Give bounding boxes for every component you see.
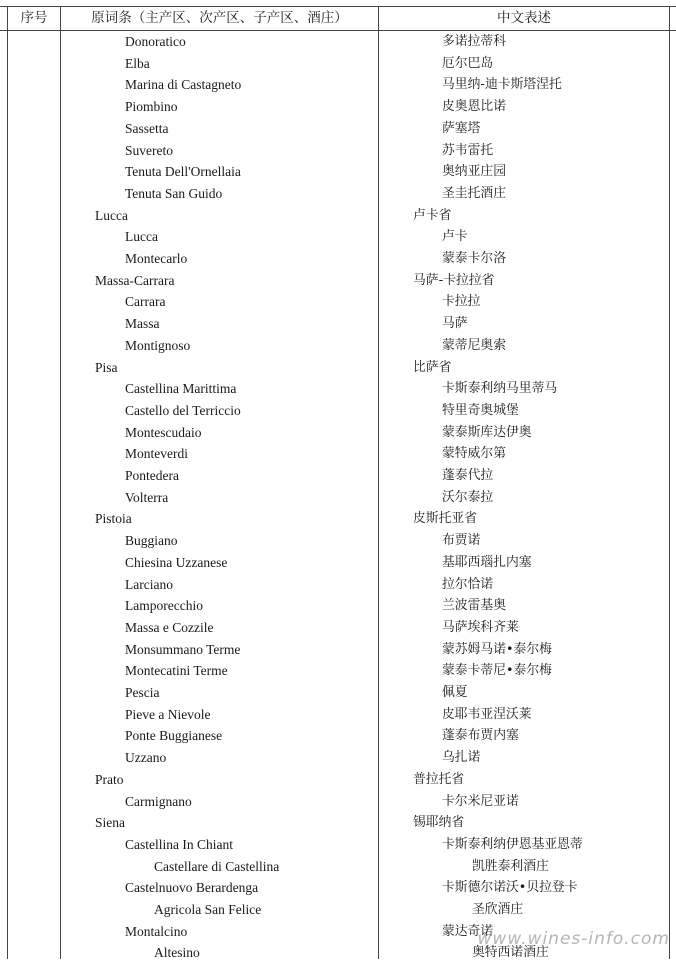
table-row	[0, 877, 676, 899]
chinese-term: 卡拉拉	[442, 294, 481, 310]
table-row	[0, 899, 676, 921]
chinese-term: 兰波雷基奥	[442, 598, 506, 614]
original-term: Altesino	[154, 945, 200, 961]
chinese-term: 圣圭托酒庄	[442, 185, 506, 201]
chinese-term: 比萨省	[413, 359, 452, 375]
original-term: Lamporecchio	[125, 598, 203, 614]
table-row	[0, 161, 676, 183]
original-term: Monteverdi	[125, 446, 188, 462]
header-chinese: 中文表述	[497, 10, 551, 26]
chinese-term: 蒙泰斯库达伊奥	[442, 424, 532, 440]
original-term: Suvereto	[125, 142, 173, 158]
original-term: Pieve a Nievole	[125, 706, 211, 722]
original-term: Montecatini Terme	[125, 663, 228, 679]
table-row	[0, 617, 676, 639]
original-term: Carmignano	[125, 793, 192, 809]
original-term: Siena	[95, 815, 125, 831]
original-term: Prato	[95, 771, 124, 787]
chinese-term: 乌扎诺	[442, 750, 481, 766]
original-term: Ponte Buggianese	[125, 728, 223, 744]
table-row	[0, 248, 676, 270]
table-row	[0, 791, 676, 813]
table-row	[0, 357, 676, 379]
table-row	[0, 508, 676, 530]
table-row	[0, 378, 676, 400]
table-row	[0, 443, 676, 465]
table-row	[0, 205, 676, 227]
watermark: www.wines-info.com	[477, 929, 670, 949]
table-row	[0, 74, 676, 96]
chinese-term: 卡尔米尼亚诺	[442, 793, 519, 809]
original-term: Massa-Carrara	[95, 272, 175, 288]
chinese-term: 皮奥恩比诺	[442, 99, 506, 115]
original-term: Lucca	[125, 229, 158, 245]
header-index: 序号	[20, 10, 48, 26]
chinese-term: 普拉托省	[413, 771, 465, 787]
table-row	[0, 660, 676, 682]
original-term: Buggiano	[125, 533, 178, 549]
original-term: Montescudaio	[125, 424, 202, 440]
table-row	[0, 682, 676, 704]
chinese-term: 卡斯德尔诺沃•贝拉登卡	[442, 880, 578, 896]
original-term: Castellare di Castellina	[154, 858, 280, 874]
original-term: Chiesina Uzzanese	[125, 554, 228, 570]
table-row	[0, 140, 676, 162]
original-term: Elba	[125, 55, 150, 71]
table-row	[0, 226, 676, 248]
original-term: Larciano	[125, 576, 173, 592]
original-term: Donoratico	[125, 34, 186, 49]
chinese-term: 多诺拉蒂科	[442, 34, 506, 49]
table-row	[0, 487, 676, 509]
original-term: Monsummano Terme	[125, 641, 241, 657]
chinese-term: 蓬泰代拉	[442, 468, 494, 483]
original-term: Pistoia	[95, 511, 132, 527]
original-term: Castellina Marittima	[125, 381, 237, 397]
chinese-term: 马里纳-迪卡斯塔涅托	[442, 77, 562, 93]
chinese-term: 蓬泰布贾内塞	[442, 728, 519, 744]
original-term: Volterra	[125, 489, 169, 505]
chinese-term: 马萨-卡拉拉省	[413, 272, 495, 288]
table-row	[0, 118, 676, 140]
chinese-term: 佩夏	[442, 685, 468, 700]
chinese-term: 凯胜泰利酒庄	[472, 858, 549, 874]
chinese-term: 蒙蒂尼奥索	[442, 337, 506, 353]
original-term: Piombino	[125, 99, 178, 115]
chinese-term: 特里奇奥城堡	[442, 402, 519, 418]
chinese-term: 蒙泰卡尔洛	[442, 251, 506, 266]
chinese-term: 基耶西瑙扎内塞	[442, 554, 532, 570]
table-row	[0, 747, 676, 769]
chinese-term: 皮耶韦亚涅沃莱	[442, 706, 532, 722]
table-row	[0, 96, 676, 118]
table-row	[0, 552, 676, 574]
original-term: Agricola San Felice	[154, 902, 262, 917]
chinese-term: 锡耶纳省	[413, 815, 465, 831]
chinese-term: 拉尔恰诺	[442, 576, 494, 592]
original-term: Lucca	[95, 207, 128, 223]
original-term: Tenuta San Guido	[125, 185, 223, 201]
table-row	[0, 422, 676, 444]
original-term: Castello del Terriccio	[125, 402, 241, 418]
original-term: Castellina In Chiant	[125, 836, 233, 852]
original-term: Marina di Castagneto	[125, 77, 242, 93]
table-row	[0, 183, 676, 205]
original-term: Pontedera	[125, 468, 179, 483]
chinese-term: 卡斯泰利纳马里蒂马	[442, 381, 558, 397]
chinese-term: 圣欣酒庄	[472, 902, 524, 917]
chinese-term: 卡斯泰利纳伊恩基亚恩蒂	[442, 836, 583, 852]
table-row	[0, 31, 676, 53]
original-term: Montalcino	[125, 923, 188, 939]
table-row	[0, 639, 676, 661]
table-row	[0, 574, 676, 596]
original-term: Montecarlo	[125, 251, 188, 266]
original-term: Massa e Cozzile	[125, 619, 214, 635]
header-original: 原词条（主产区、次产区、子产区、酒庄）	[91, 10, 348, 26]
chinese-term: 蒙特威尔第	[442, 446, 506, 462]
chinese-term: 马萨	[442, 316, 468, 332]
table-row	[0, 595, 676, 617]
table-row	[0, 400, 676, 422]
table-row	[0, 465, 676, 487]
original-term: Pisa	[95, 359, 118, 375]
table-row	[0, 530, 676, 552]
table-top-rule	[0, 6, 676, 7]
table-row	[0, 856, 676, 878]
table-row	[0, 335, 676, 357]
table-row	[0, 812, 676, 834]
chinese-term: 布贾诺	[442, 533, 481, 549]
table-row	[0, 53, 676, 75]
chinese-term: 卢卡	[442, 229, 468, 245]
original-term: Tenuta Dell'Ornellaia	[125, 164, 241, 180]
table-row	[0, 769, 676, 791]
chinese-term: 奥纳亚庄园	[442, 164, 506, 180]
chinese-term: 卢卡省	[413, 207, 452, 223]
table-row	[0, 704, 676, 726]
original-term: Pescia	[125, 685, 160, 700]
chinese-term: 苏韦雷托	[442, 142, 494, 158]
original-term: Montignoso	[125, 337, 191, 353]
chinese-term: 奥特西诺酒庄	[472, 945, 549, 961]
table-row	[0, 834, 676, 856]
table-row	[0, 725, 676, 747]
original-term: Castelnuovo Berardenga	[125, 880, 259, 896]
original-term: Massa	[125, 316, 160, 332]
chinese-term: 蒙泰卡蒂尼•泰尔梅	[442, 663, 552, 679]
chinese-term: 萨塞塔	[442, 120, 481, 136]
chinese-term: 皮斯托亚省	[413, 511, 477, 527]
original-term: Carrara	[125, 294, 166, 310]
table-row	[0, 270, 676, 292]
chinese-term: 厄尔巴岛	[442, 55, 494, 71]
original-term: Sassetta	[125, 120, 169, 136]
original-term: Uzzano	[125, 750, 167, 766]
table-row	[0, 313, 676, 335]
table-row	[0, 291, 676, 313]
chinese-term: 马萨埃科齐莱	[442, 619, 519, 635]
chinese-term: 蒙达奇诺	[442, 923, 494, 939]
chinese-term: 蒙苏姆马诺•泰尔梅	[442, 641, 552, 657]
chinese-term: 沃尔泰拉	[442, 489, 494, 505]
